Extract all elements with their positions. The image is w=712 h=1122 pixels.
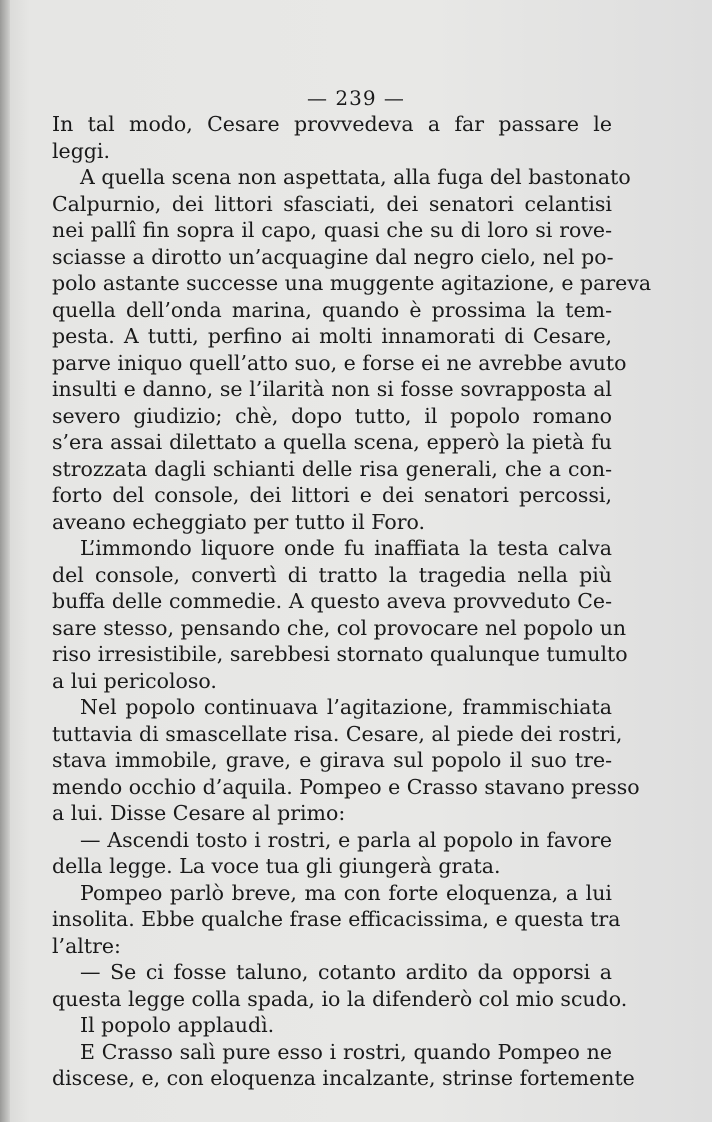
paragraph [52, 1039, 635, 1092]
text-line: insulti e danno, se l’ilarità non si fosse sovrapposta al [52, 377, 612, 401]
text-line: Pompeo parlò breve, ma con forte eloquenza, a lui [80, 880, 612, 905]
paragraph [52, 111, 612, 164]
text-line: tuttavia di smascellate risa. Cesare, al piede dei rostri, [52, 721, 623, 746]
text-line: a lui. Disse Cesare al primo: [52, 801, 346, 825]
text-line: Calpurnio, dei littori sfasciati, dei senatori celantisi [52, 191, 612, 216]
text-line: Il popolo applaudì. [80, 1013, 275, 1037]
text-line: quella dell’onda marina, quando è prossima la tem- [52, 297, 612, 322]
text-line: sare stesso, pensando che, col provocare nel popolo un [52, 615, 627, 640]
text-line: Nel popolo continuava l’agitazione, frammischiata [80, 695, 612, 719]
text-line: parve iniquo quell’atto suo, e forse ei ne avrebbe avuto [52, 350, 627, 375]
text-line: In tal modo, Cesare provvedeva a far passare le [52, 112, 612, 136]
paragraph [52, 164, 652, 535]
paragraph [52, 535, 628, 694]
text-line: forto del console, dei littori e dei senatori percossi, [52, 483, 612, 507]
text-line: del console, convertì di tratto la tragedia nella più [52, 562, 612, 587]
text-line: — Ascendi tosto i rostri, e parla al popolo in favore [80, 827, 612, 852]
text-line: E Crasso salì pure esso i rostri, quando Pompeo ne [80, 1039, 612, 1064]
text-line: s’era assai dilettato a quella scena, epperò la pietà fu [52, 430, 612, 454]
text-line: L’immondo liquore onde fu inaffiata la testa calva [80, 536, 612, 560]
text-line: A quella scena non aspettata, alla fuga del bastonato [80, 165, 631, 189]
text-line: riso irresistibile, sarebbesi stornato qualunque tumulto [52, 642, 628, 666]
text-line: leggi. [52, 138, 111, 163]
text-line: severo giudizio; chè, dopo tutto, il popolo romano [52, 403, 612, 428]
text-line: pesta. A tutti, perfino ai molti innamorati di Cesare, [52, 324, 612, 348]
body-text [52, 111, 652, 1092]
page-number: — 239 — [307, 86, 405, 110]
text-line: polo astante successe una muggente agitazione, e pareva [52, 271, 652, 295]
text-line: l’altre: [52, 933, 121, 958]
paragraph [52, 827, 612, 880]
text-line: sciasse a dirotto un’acquagine dal negro cielo, nel po- [52, 244, 614, 269]
text-line: della legge. La voce tua gli giungerà grata. [52, 854, 501, 878]
paragraph [52, 694, 640, 827]
paragraph [52, 959, 628, 1012]
text-line: discese, e, con eloquenza incalzante, strinse fortemente [52, 1066, 635, 1090]
text-line: insolita. Ebbe qualche frase efficacissima, e questa tra [52, 907, 621, 931]
text-line: questa legge colla spada, io la difenderò col mio scudo. [52, 986, 628, 1011]
paragraph [52, 1012, 612, 1039]
text-line: — Se ci fosse taluno, cotanto ardito da opporsi a [80, 960, 612, 984]
text-line: aveano echeggiato per tutto il Foro. [52, 509, 426, 534]
text-line: stava immobile, grave, e girava sul popolo il suo tre- [52, 748, 612, 772]
text-line: mendo occhio d’aquila. Pompeo e Crasso stavano presso [52, 774, 640, 799]
paragraph [52, 880, 621, 960]
text-line: buffa delle commedie. A questo aveva provveduto Ce- [52, 589, 612, 613]
page-binding-edge [0, 0, 10, 1122]
text-line: strozzata dagli schianti delle risa generali, che a con- [52, 456, 612, 481]
text-line: a lui pericoloso. [52, 668, 217, 693]
text-line: nei pallî fin sopra il capo, quasi che su di loro si rove- [52, 218, 612, 242]
